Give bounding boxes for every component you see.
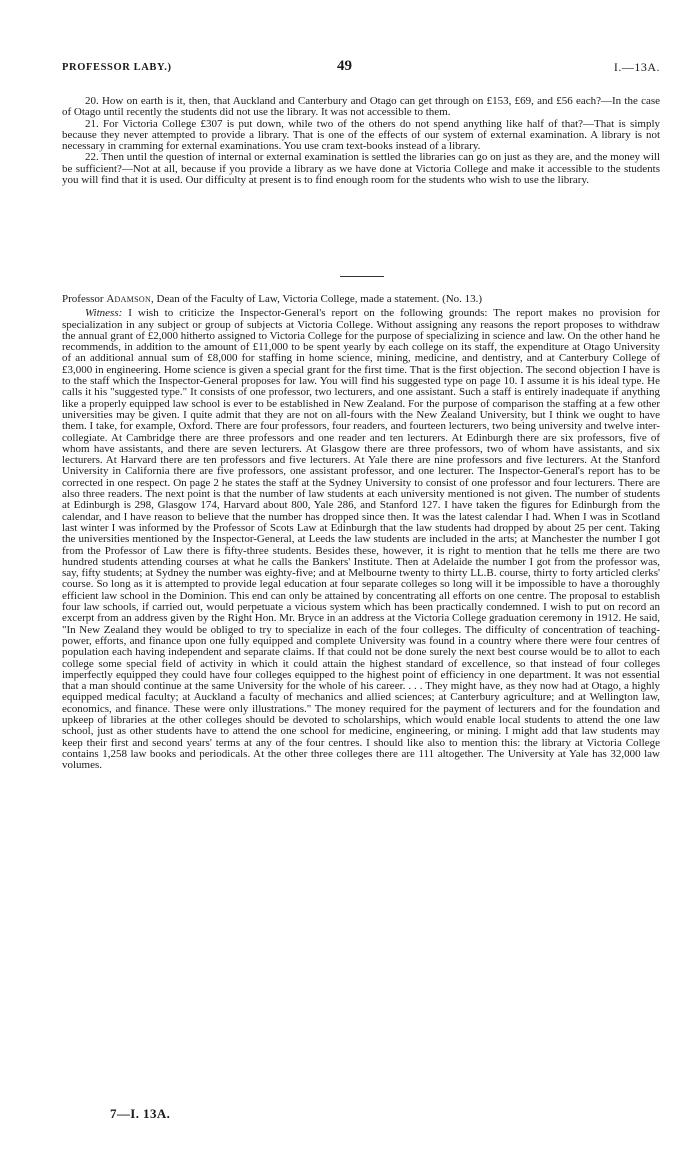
question-21: 21. For Victoria College £307 is put down, while two of the others do not spend anything like half of that?—That is simply because they never attempted to provide a library. That is one of the effects of our system of external examination. A library is not necessary in cramming for external examinations. You use cram text-books instead of a library. [62, 117, 660, 153]
question-20: 20. How on earth is it, then, that Auckland and Canterbury and Otago can get through on £153, £69, and £56 each?—In the case of Otago until recently the students did not use the library. It was not accessible to them. [62, 95, 660, 119]
witness-label: Witness: [85, 307, 123, 320]
document-reference: I.—13A. [613, 60, 660, 74]
section-divider [340, 276, 384, 277]
witness-text: I wish to criticize the Inspector-General's report on the following grounds: The report makes no provision for specialization in any subject or group of subjects at Victoria College. Without assigning any reasons the report proposes to withdraw the annual grant of £2,000 hitherto assigned to Victoria College for the purpose of specializing in science and law. On the other hand he recommends, in addition to the amount of £11,000 to be spent yearly by each college on its staff, the expenditure at Otago University of an additional annual sum of £8,000 for staffing in home science, mining, medicine, and dentistry, and at Canterbury College of £3,000 in engineering. Home science is given a special grant for the first time. That is the first objection. The second objection I have is to the staff which the Inspector-General proposes for law. You will find his suggested type on page 10. I assume it is his ideal type. He calls it his "suggested type." It consists of one professor, two lecturers, and one assistant. Such a staff is entirely inadequate if anything like a properly equipped law school is ever to be established in New Zealand. For the purpose of comparison the staffing at a few other universities may be given. I quite admit that they are not on all-fours with the New Zealand University, but I think we ought to have them. I take, for example, Oxford. There are four professors, four readers, and fourteen lecturers, two being university and twelve inter-collegiate. At Cambridge there are three professors and one reader and ten lecturers. At Edinburgh there are six professors, five of whom have assistants, and there are seven lecturers. At Glasgow there are three professors, two of whom have assistants, and six lecturers. At Harvard there are ten professors and five lecturers. At Yale there are nine professors and five lecturers. At the Stanford University in California there are five professors, one assistant professor, and one lecturer. The Inspector-General's report has to be corrected in one respect. On page 2 he states the staff at the Sydney University to consist of one professor and four lecturers. There are also three readers. The next point is that the number of law students at each university mentioned is not given. The number of students at Edinburgh is 298, Glasgow 174, Harvard about 800, Yale 286, and Stanford 127. I have taken the figures for Edinburgh from the calendar, and I have reason to believe that the number has dropped since then. It was the latest calendar I had. When I was in Scotland last winter I was informed by the Professor of Scots Law at Edinburgh that the law students had dropped by about 25 per cent. Taking the universities mentioned by the Inspector-General, at Leeds the law students are included in the arts; at Manchester the number I got from the Professor of Law there is fifty-three students. Besides these, however, it is right to mention that he tells me there are two hundred students attending courses at what he calls the Bankers' Institute. Then at Adelaide the number I got from the professor was, say, fifty students; at Sydney the number was eighty-five; and at Melbourne twenty to thirty LL.B. course, thirty to forty articled clerks' course. So long as it is attempted to provide legal education at four separate colleges so long will it be impossible to have a thoroughly efficient law school in the Dominion. This end can only be attained by concentrating all efforts on one centre. The proposal to establish four law schools, if carried out, would perpetuate a vicious system which has been practically condemned. I wish to put on record an excerpt from an address given by the Right Hon. Mr. Bryce in an address at the Victoria College graduation ceremony in 1912. He said, "In New Zealand they would be obliged to try to specialize in each of the four colleges. The difficulty of concentration of teaching-power, efforts, and finance upon one fully equipped and complete University was found in a country where there were four centres of population each having independent and separate claims. If that could not be done surely the next best course would be to allot to each college some special field of activity in which it could attain the highest standard of excellence, so that instead of four colleges imperfectly equipped they could have four colleges equipped to the highest point of efficiency in one department. It was not essential that a man should continue at the same University for the whole of his career. . . . They might have, as they now had at Otago, a highly equipped medical faculty; at Auckland a faculty of mechanics and allied sciences; at Canterbury agriculture; and at Wellington law, economics, and finance. These were only illustrations." The money required for the payment of lecturers and for the foundation and upkeep of libraries at the other colleges should be devoted to scholarships, which would enable local students to attend the one law school, just as other students have to attend the one school for medicine, engineering, or mining. I might add that law students may keep their first and second years' terms at any of the four centres. I should like also to mention this: the library at Victoria College contains 1,258 law books and periodicals. At the other three colleges there are 111 altogether. The University at Yale has 32,000 law volumes. [62, 307, 660, 772]
intro-prefix: Professor [62, 293, 104, 305]
questions-block [62, 96, 660, 186]
page-header [62, 60, 660, 80]
intro-rest: , Dean of the Faculty of Law, Victoria College, made a statement. (No. 13.) [151, 293, 483, 305]
page-number: 49 [337, 58, 352, 74]
statement-intro [62, 294, 660, 305]
signature-mark: 7—I. 13A. [110, 1106, 171, 1121]
speaker-name: Adamson [106, 293, 152, 305]
document-page [62, 56, 660, 1141]
witness-statement [62, 308, 660, 771]
question-22: 22. Then until the question of internal or external examination is settled the libraries can go on just as they are, and the money will be sufficient?—Not at all, because if you provide a library as we have done at Victoria College and make it accessible to the students you will find that it is used. Our difficulty at present is to find enough room for the students who wish to use the library. [62, 151, 660, 187]
statement-block [62, 294, 660, 771]
running-title: PROFESSOR LABY.) [62, 62, 172, 73]
